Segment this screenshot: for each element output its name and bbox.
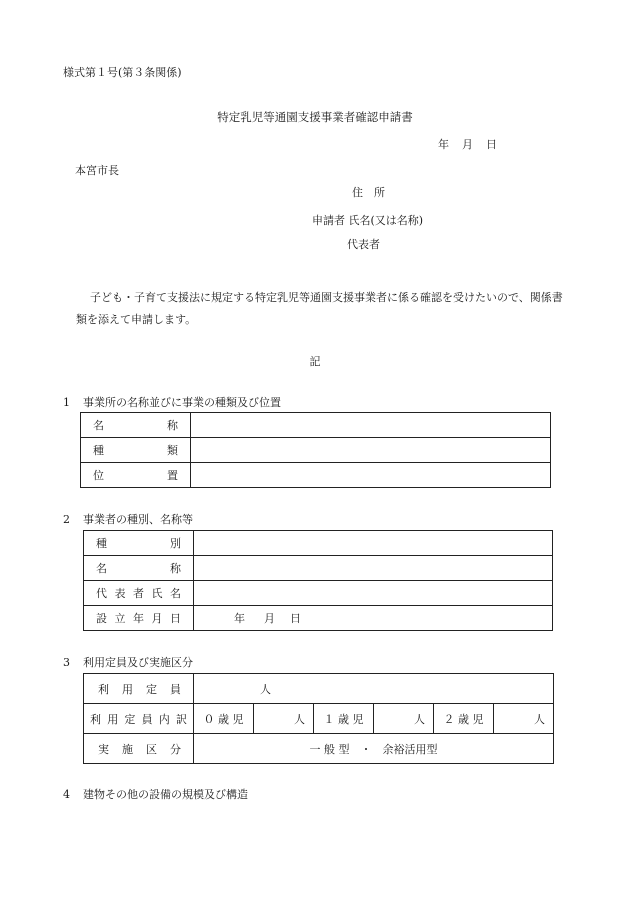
address-label: 住 所: [352, 186, 385, 199]
table-row: [84, 734, 554, 764]
date-month-label: 月: [462, 138, 473, 151]
age1-count-field[interactable]: [374, 704, 434, 734]
establishment-year-label: 年: [234, 612, 245, 625]
document-title: 特定乳児等通園支援事業者確認申請書: [217, 110, 413, 124]
age1-unit: 人: [414, 712, 425, 726]
table-row: [84, 674, 554, 704]
section1-number: 1: [63, 396, 70, 409]
section4-number: 4: [63, 788, 70, 801]
business-type-field[interactable]: [191, 438, 551, 463]
addressee: 本宮市長: [75, 164, 119, 177]
table-row: [84, 704, 554, 734]
table-row: [81, 413, 551, 438]
operator-name-field[interactable]: [194, 556, 553, 581]
section2-number: 2: [63, 513, 70, 526]
category-options[interactable]: 一 般 型 ・ 余裕活用型: [194, 734, 554, 764]
application-date: [438, 138, 497, 152]
age2-count-field[interactable]: [494, 704, 554, 734]
section3-table: [83, 673, 554, 764]
form-number: 様式第１号(第３条関係): [63, 66, 182, 79]
section1-title: 事業所の名称並びに事業の種類及び位置: [83, 396, 281, 409]
business-type-label: 種 類: [81, 438, 191, 463]
operator-type-label: 種 別: [84, 531, 194, 556]
section4-title: 建物その他の設備の規模及び構造: [83, 788, 248, 801]
establishment-day-label: 日: [290, 612, 301, 625]
date-year-label: 年: [438, 138, 449, 151]
age2-label: ２ 歳 児: [434, 704, 494, 734]
representative-label: 代表者: [347, 238, 380, 251]
ki-heading: 記: [309, 355, 321, 368]
table-row: [84, 531, 553, 556]
location-label: 位 置: [81, 463, 191, 488]
section3-heading: [63, 656, 193, 670]
facility-name-label: 名 称: [81, 413, 191, 438]
age1-label: １ 歳 児: [314, 704, 374, 734]
section1-heading: [63, 396, 281, 410]
table-row: [81, 438, 551, 463]
section1-table: [80, 412, 551, 488]
section4-heading: [63, 788, 248, 802]
capacity-unit: 人: [260, 682, 271, 696]
section3-title: 利用定員及び実施区分: [83, 656, 193, 669]
table-row: [84, 556, 553, 581]
section2-title: 事業者の種別、名称等: [83, 513, 193, 526]
table-row: [84, 581, 553, 606]
location-field[interactable]: [191, 463, 551, 488]
operator-name-label: 名 称: [84, 556, 194, 581]
facility-name-field[interactable]: [191, 413, 551, 438]
section3-number: 3: [63, 656, 70, 669]
table-row: [84, 606, 553, 631]
establishment-date-field[interactable]: [194, 606, 553, 631]
capacity-field[interactable]: [194, 674, 554, 704]
capacity-breakdown-label: 利用定員内訳: [84, 704, 194, 734]
establishment-date-label: 設立年月日: [84, 606, 194, 631]
applicant-name-label: 申請者 氏名(又は名称): [312, 214, 424, 227]
representative-name-field[interactable]: [194, 581, 553, 606]
section2-heading: [63, 513, 193, 527]
section2-table: [83, 530, 553, 631]
capacity-label: 利用定員: [84, 674, 194, 704]
operator-type-field[interactable]: [194, 531, 553, 556]
table-row: [81, 463, 551, 488]
establishment-month-label: 月: [264, 612, 275, 625]
age0-label: ０ 歳 児: [194, 704, 254, 734]
age0-count-field[interactable]: [254, 704, 314, 734]
date-day-label: 日: [486, 138, 497, 151]
age2-unit: 人: [534, 712, 545, 726]
representative-name-label: 代表者氏名: [84, 581, 194, 606]
application-statement: 子ども・子育て支援法に規定する特定乳児等通園支援事業者に係る確認を受けたいので、関係書類を添えて申請します。: [76, 291, 563, 326]
age0-unit: 人: [294, 712, 305, 726]
category-label: 実施区分: [84, 734, 194, 764]
